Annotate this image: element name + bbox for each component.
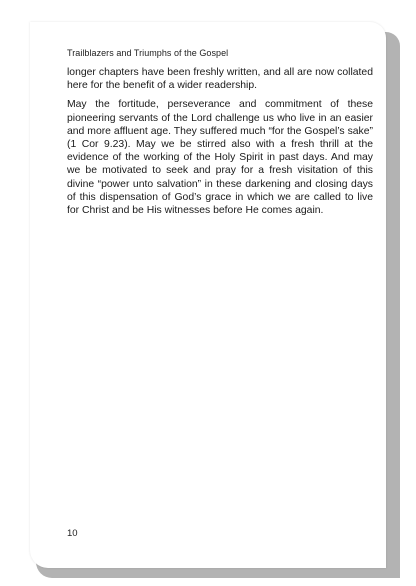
book-page (30, 22, 386, 568)
paragraph-exhortation: May the fortitude, perseverance and commitment of these pioneering servants of the Lord challenge us who live in an easier and more affluent age. They suffered much “for the Gospel’s sake” (1 Cor 9.23). May we be stirred also with a fresh thrill at the evidence of the working of the Holy Spirit in past days. And may we be motivated to seek and pray for a fresh visitation of this divine “power unto salvation” in these darkening and closing days of this dispensation of God’s grace in which we are called to live for Christ and be His witnesses before He comes again. (67, 99, 373, 217)
paragraph-continuation: longer chapters have been freshly written, and all are now collated here for the benefit of a wider readership. (67, 67, 373, 92)
running-header: Trailblazers and Triumphs of the Gospel (67, 48, 229, 58)
body-text (67, 66, 373, 223)
page-number: 10 (67, 528, 78, 539)
